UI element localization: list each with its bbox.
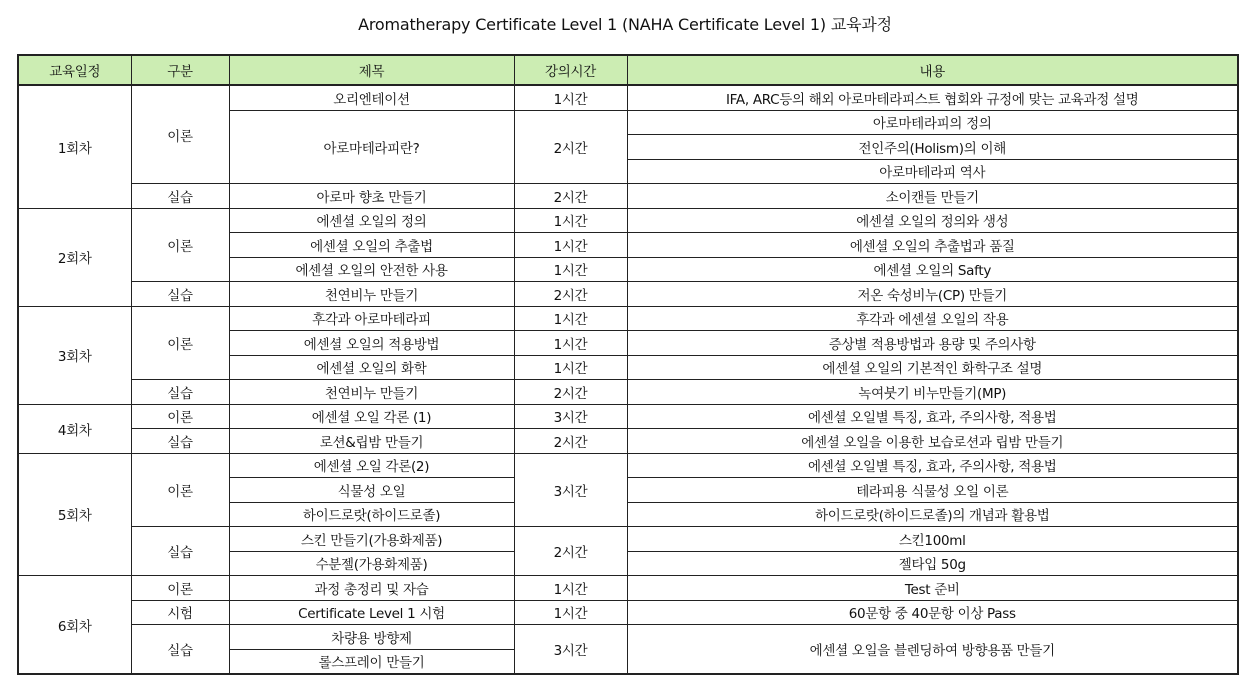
content-cell: 에센셜 오일별 특징, 효과, 주의사항, 적용법 [627, 453, 1238, 478]
type-cell: 실습 [131, 625, 229, 675]
type-cell: 이론 [131, 208, 229, 282]
session-cell: 3회차 [18, 306, 131, 404]
hours-cell: 1시간 [514, 85, 627, 110]
hours-cell: 3시간 [514, 404, 627, 429]
header-content: 내용 [627, 55, 1238, 85]
hours-cell: 1시간 [514, 257, 627, 282]
content-cell: 아로마테라피 역사 [627, 159, 1238, 184]
subject-cell: 에센셜 오일의 화학 [229, 355, 514, 380]
subject-cell: 에센셜 오일의 적용방법 [229, 331, 514, 356]
type-cell: 실습 [131, 184, 229, 209]
hours-cell: 2시간 [514, 380, 627, 405]
type-cell: 실습 [131, 527, 229, 576]
content-cell: Test 준비 [627, 576, 1238, 601]
content-cell: 전인주의(Holism)의 이해 [627, 135, 1238, 160]
subject-cell: 식물성 오일 [229, 478, 514, 503]
document-title: Aromatherapy Certificate Level 1 (NAHA Certificate Level 1) 교육과정 [358, 15, 892, 34]
type-cell: 이론 [131, 576, 229, 601]
hours-cell: 1시간 [514, 600, 627, 625]
content-cell: IFA, ARC등의 해외 아로마테라피스트 협회와 규정에 맞는 교육과정 설명 [627, 85, 1238, 110]
subject-cell: 에센셜 오일 각론 (1) [229, 404, 514, 429]
hours-cell: 1시간 [514, 233, 627, 258]
type-cell: 실습 [131, 380, 229, 405]
header-hours: 강의시간 [514, 55, 627, 85]
content-cell: 후각과 에센셜 오일의 작용 [627, 306, 1238, 331]
hours-cell: 1시간 [514, 355, 627, 380]
table-row [18, 429, 1238, 454]
table-row [18, 380, 1238, 405]
session-cell: 4회차 [18, 404, 131, 453]
hours-cell: 1시간 [514, 576, 627, 601]
content-cell: 소이캔들 만들기 [627, 184, 1238, 209]
type-cell: 실습 [131, 282, 229, 307]
subject-cell: 천연비누 만들기 [229, 380, 514, 405]
content-cell: 스킨100ml [627, 527, 1238, 552]
hours-cell: 2시간 [514, 110, 627, 184]
type-cell: 이론 [131, 404, 229, 429]
subject-cell: 차량용 방향제 [229, 625, 514, 650]
table-row [18, 404, 1238, 429]
type-cell: 이론 [131, 85, 229, 184]
content-cell: 녹여붓기 비누만들기(MP) [627, 380, 1238, 405]
type-cell: 시험 [131, 600, 229, 625]
subject-cell: 하이드로랏(하이드로졸) [229, 502, 514, 527]
hours-cell: 2시간 [514, 429, 627, 454]
header-row [18, 55, 1238, 85]
content-cell: 저온 숙성비누(CP) 만들기 [627, 282, 1238, 307]
type-cell: 이론 [131, 453, 229, 527]
content-cell: 증상별 적용방법과 용량 및 주의사항 [627, 331, 1238, 356]
hours-cell: 3시간 [514, 625, 627, 675]
hours-cell: 1시간 [514, 208, 627, 233]
session-cell: 1회차 [18, 85, 131, 208]
content-cell: 에센셜 오일의 정의와 생성 [627, 208, 1238, 233]
subject-cell: 로션&립밤 만들기 [229, 429, 514, 454]
hours-cell: 1시간 [514, 306, 627, 331]
subject-cell: 오리엔테이션 [229, 85, 514, 110]
curriculum-table [17, 54, 1239, 675]
subject-cell: 에센셜 오일 각론(2) [229, 453, 514, 478]
hours-cell: 1시간 [514, 331, 627, 356]
table-row [18, 625, 1238, 650]
header-session: 교육일정 [18, 55, 131, 85]
header-subject: 제목 [229, 55, 514, 85]
content-cell: 60문항 중 40문항 이상 Pass [627, 600, 1238, 625]
table-row [18, 282, 1238, 307]
table-row [18, 453, 1238, 478]
content-cell: 테라피용 식물성 오일 이론 [627, 478, 1238, 503]
table-row [18, 600, 1238, 625]
table-row [18, 576, 1238, 601]
content-cell: 에센셜 오일별 특징, 효과, 주의사항, 적용법 [627, 404, 1238, 429]
hours-cell: 2시간 [514, 282, 627, 307]
content-cell: 에센셜 오일을 이용한 보습로션과 립밤 만들기 [627, 429, 1238, 454]
table-row [18, 184, 1238, 209]
hours-cell: 2시간 [514, 527, 627, 576]
subject-cell: 에센셜 오일의 안전한 사용 [229, 257, 514, 282]
content-cell: 에센셜 오일의 Safty [627, 257, 1238, 282]
subject-cell: 수분젤(가용화제품) [229, 551, 514, 576]
content-cell: 젤타입 50g [627, 551, 1238, 576]
type-cell: 실습 [131, 429, 229, 454]
table-row [18, 306, 1238, 331]
session-cell: 5회차 [18, 453, 131, 576]
content-cell: 에센셜 오일을 블렌딩하여 방향용품 만들기 [627, 625, 1238, 675]
subject-cell: 스킨 만들기(가용화제품) [229, 527, 514, 552]
subject-cell: 천연비누 만들기 [229, 282, 514, 307]
table-row [18, 208, 1238, 233]
subject-cell: 아로마테라피란? [229, 110, 514, 184]
subject-cell: 롤스프레이 만들기 [229, 649, 514, 674]
subject-cell: 아로마 향초 만들기 [229, 184, 514, 209]
content-cell: 에센셜 오일의 기본적인 화학구조 설명 [627, 355, 1238, 380]
session-cell: 2회차 [18, 208, 131, 306]
header-type: 구분 [131, 55, 229, 85]
subject-cell: 과정 총정리 및 자습 [229, 576, 514, 601]
content-cell: 하이드로랏(하이드로졸)의 개념과 활용법 [627, 502, 1238, 527]
content-cell: 아로마테라피의 정의 [627, 110, 1238, 135]
type-cell: 이론 [131, 306, 229, 380]
content-cell: 에센셜 오일의 추출법과 품질 [627, 233, 1238, 258]
session-cell: 6회차 [18, 576, 131, 675]
hours-cell: 2시간 [514, 184, 627, 209]
table-row [18, 527, 1238, 552]
hours-cell: 3시간 [514, 453, 627, 527]
subject-cell: 후각과 아로마테라피 [229, 306, 514, 331]
subject-cell: Certificate Level 1 시험 [229, 600, 514, 625]
subject-cell: 에센셜 오일의 추출법 [229, 233, 514, 258]
subject-cell: 에센셜 오일의 정의 [229, 208, 514, 233]
table-row [18, 85, 1238, 110]
